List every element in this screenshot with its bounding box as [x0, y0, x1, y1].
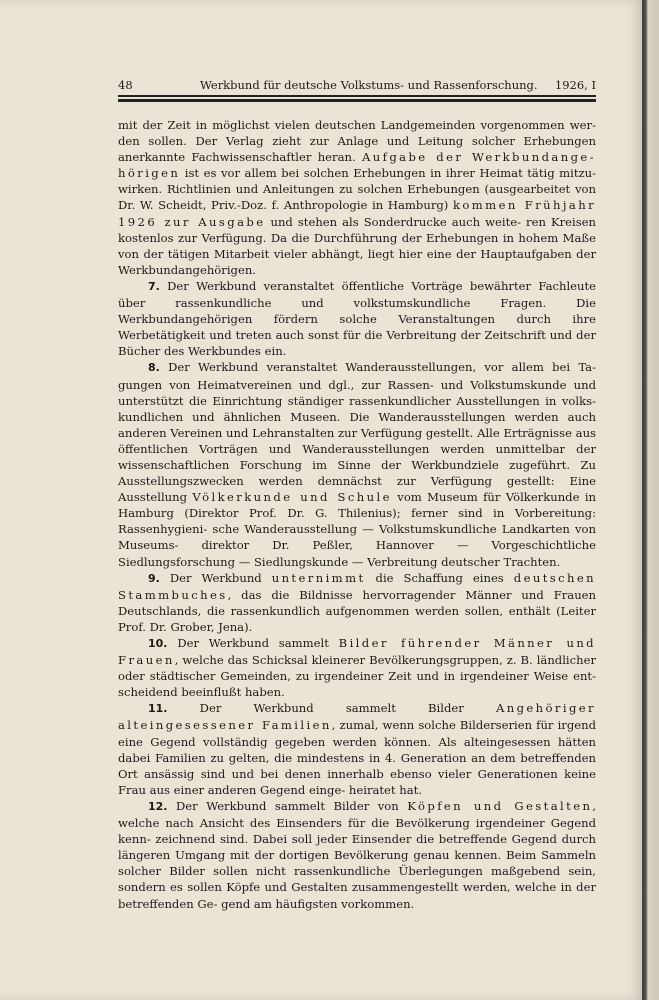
item-9-emphasis-unternimmt: unternimmt	[271, 570, 366, 585]
item-8-emphasis: Völkerkunde und Schule	[192, 490, 392, 505]
item-12-text-c: , welche nach Ansicht des Einsenders für die Bevölkerung irgendeiner Gegend kenn- zeichnend sind. Dabei soll jeder Einsender die betreffende Gegend durch längeren Umgang mit der dortigen Bevölkerung genau kennen. Beim Sammeln solcher Bilder sollen nicht rassenkundliche Überlegungen maßgebend sein, sondern es sollen Köpfe und Gestalten zusammengestellt werden, welche in der betreffenden Ge- gend am häufigsten vorkommen.	[118, 798, 597, 911]
item-7	[118, 278, 596, 359]
item-10	[118, 635, 596, 700]
item-9-text-e: , das die Bildnisse hervorragender Männer und Frauen Deutschlands, die rassenkundlich aufgenommen werden sollen, enthält (Leiter Prof. Dr. Grober, Jena).	[118, 587, 596, 634]
header-rule-thin	[118, 95, 596, 97]
body-text	[118, 117, 596, 912]
item-9-text-a: Der Werkbund	[169, 570, 272, 585]
item-8	[118, 359, 596, 569]
item-11-emphasis: Angehöriger alteingesessener Familien	[118, 701, 596, 733]
item-12-number: 12.	[148, 799, 168, 813]
item-9-text-c: die Schaffung eines	[365, 570, 514, 585]
issue-label: 1926, I	[554, 78, 596, 92]
header-rule-thick	[118, 99, 596, 102]
item-12	[118, 798, 596, 912]
item-12-emphasis: Köpfen und Gestalten	[407, 798, 593, 813]
intro-emphasis-fruehjahr: kommen Frühjahr 1926 zur Ausgabe	[118, 198, 597, 229]
item-11	[118, 700, 596, 798]
intro-text-a: mit der Zeit in möglichst vielen deutschen Landgemeinden vorgenommen wer- den sollen. Der Verlag zieht zur Anlage und Leitung solcher Erhebungen anerkannte Fachwissenschaftler heran.	[118, 118, 596, 165]
item-9	[118, 570, 596, 635]
item-10-text-c: , welche das Schicksal kleinerer Bevölkerungsgruppen, z. B. ländlicher oder städtischer Gemeinden, zu irgendeiner Zeit und in irgendeiner Weise ent- scheidend beeinflußt haben.	[118, 653, 596, 700]
page-number: 48	[118, 78, 133, 92]
item-10-text-a: Der Werkbund sammelt	[177, 636, 339, 650]
item-9-number: 9.	[148, 571, 160, 585]
item-8-number: 8.	[148, 361, 160, 375]
intro-text-c: ist es vor allem bei solchen Erhebungen in ihrer Heimat tätig mitzu- wirken. Richtlinien und Anleitungen zu solchen Erhebungen (ausgearbeitet von Dr. W. Scheidt, Priv.-Doz. f. Anthropologie in Hamburg)	[118, 166, 596, 213]
intro-paragraph	[118, 117, 596, 278]
item-11-text-a: Der Werkbund sammelt Bilder	[199, 701, 496, 716]
intro-text-e: und stehen als Sonderdrucke auch weite- ren Kreisen kostenlos zur Verfügung. Da die Durchführung der Erhebungen in hohem Maße von der tätigen Mitarbeit vieler abhängt, liegt hier eine der Hauptaufgaben der Werkbundangehörigen.	[118, 214, 596, 277]
item-8-text-c: vom Museum für Völkerkunde in Hamburg (Direktor Prof. Dr. G. Thilenius); ferner sind in Vorbereitung: Rassenhygieni- sche Wanderausstellung — Volkstumskundliche Landkarten von Museums- direktor Dr. Peßler, Hannover — Vorgeschichtliche Siedlungsforschung — Siedlungskunde — Verbreitung deutscher Trachten.	[118, 490, 597, 569]
book-spine-edge	[642, 0, 659, 1000]
intro-emphasis-aufgabe: Aufgabe der Werkbundange- hörigen	[118, 150, 596, 181]
item-11-text-c: , zumal, wenn solche Bilderserien für irgend eine Gegend vollständig gegeben werden können. Als alteingesessen hätten dabei Familien zu gelten, die mindestens in 4. Generation an dem betreffenden Ort ansässig sind und bei denen innerhalb ebenso vieler Generationen keine Frau aus einer anderen Gegend einge- heiratet hat.	[118, 718, 596, 797]
running-header	[118, 78, 596, 96]
item-9-emphasis-stammbuch: deutschen Stammbuches	[118, 570, 596, 602]
item-10-number: 10.	[148, 637, 168, 650]
item-10-emphasis: Bilder führender Männer und Frauen	[118, 636, 597, 668]
item-7-text: Der Werkbund veranstaltet öffentliche Vorträge bewährter Fachleute über rassenkundliche und volkstumskundliche Fragen. Die Werkbundangehörigen fördern solche Veranstaltungen durch ihre Werbetätigkeit und treten auch sonst für die Verbreitung der Zeitschrift und der Bücher des Werkbundes ein.	[118, 278, 596, 359]
running-title: Werkbund für deutsche Volkstums- und Rassenforschung.	[200, 78, 538, 92]
item-8-text-a: Der Werkbund veranstaltet Wanderausstellungen, vor allem bei Ta- gungen von Heimatvereinen und dgl., zur Rassen- und Volkstumskunde und unterstützt die Einrichtung ständiger rassenkundlicher Ausstellungen in volks- kundlichen und ähnlichen Museen. Die Wanderausstellungen werden auch anderen Vereinen und Lehranstalten zur Verfügung gestellt. Alle Erträgnisse aus öffentlichen Vorträgen und Wanderausstellungen werden unmittelbar der wissenschaftlichen Forschung im Sinne der Werkbundziele zugeführt. Zu Ausstellungszwecken werden demnächst zur Verfügung gestellt: Eine Ausstellung	[118, 360, 597, 505]
item-12-text-a: Der Werkbund sammelt Bilder von	[176, 798, 408, 813]
item-11-number: 11.	[148, 702, 168, 716]
item-7-number: 7.	[148, 279, 160, 293]
